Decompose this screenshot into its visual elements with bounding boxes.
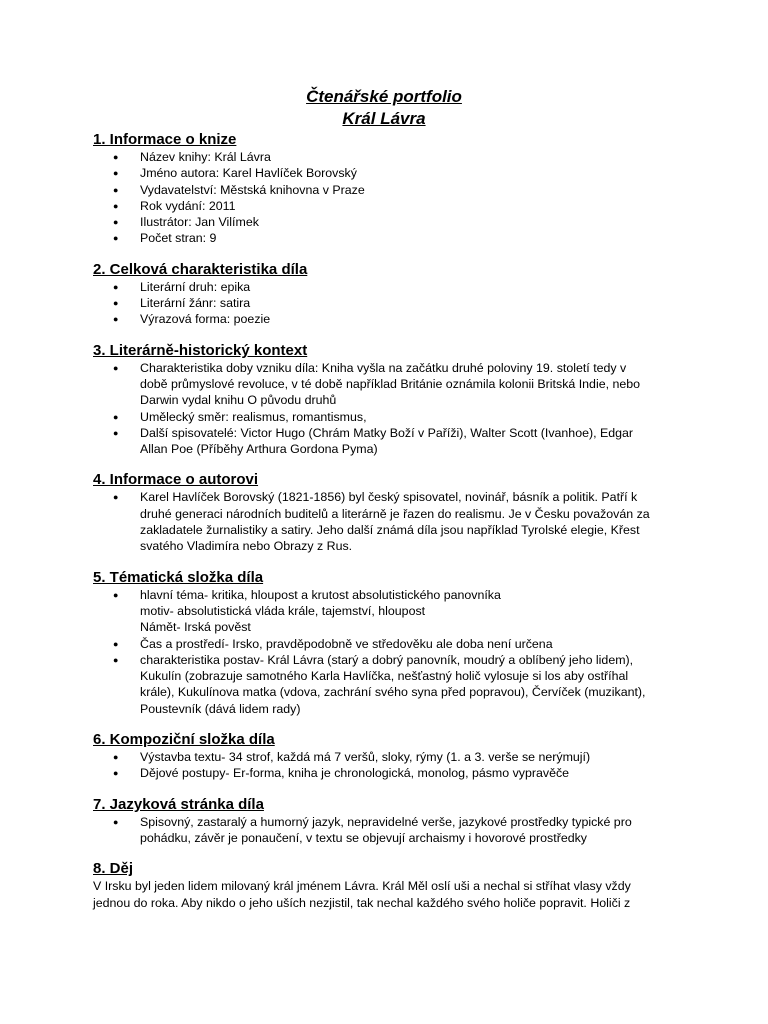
list-item-text: Karel Havlíček Borovský (1821-1856) byl český spisovatel, novinář, básník a politik. Patří k <box>140 490 638 505</box>
list-item <box>113 489 683 554</box>
section-heading: 7. Jazyková stránka díla <box>93 795 264 813</box>
list-item <box>113 409 683 425</box>
list-item <box>113 360 683 409</box>
bullet-list <box>93 279 683 328</box>
bullet-list <box>93 149 683 247</box>
list-item-text: druhé generaci národních buditelů a literárně je řazen do realismu. Je v Česku považován za <box>140 506 650 521</box>
list-item <box>113 279 683 295</box>
bullet-icon: ● <box>113 200 119 211</box>
section-heading: 6. Kompoziční složka díla <box>93 731 275 749</box>
list-item-text: hlavní téma- kritika, hloupost a krutost absolutistického panovníka <box>140 587 501 602</box>
section-heading: 2. Celková charakteristika díla <box>93 260 308 278</box>
bullet-icon: ● <box>113 816 119 827</box>
bullet-icon: ● <box>113 411 119 422</box>
bullet-icon: ● <box>113 589 119 600</box>
list-item-text: Spisovný, zastaralý a humorný jazyk, nepravidelné verše, jazykové prostředky typické pro <box>140 814 632 829</box>
list-item <box>113 198 683 214</box>
list-item-text: Čas a prostředí- Irsko, pravděpodobně ve středověku ale doba není určena <box>140 636 553 651</box>
section-heading: 3. Literárně-historický kontext <box>93 341 308 359</box>
list-item-text: Výstavba textu- 34 strof, každá má 7 veršů, sloky, rýmy (1. a 3. verše se nerýmují) <box>140 750 591 765</box>
bullet-icon: ● <box>113 233 119 244</box>
bullet-icon: ● <box>113 168 119 179</box>
section-7 <box>93 795 683 847</box>
list-item <box>113 295 683 311</box>
section-heading: 4. Informace o autorovi <box>93 471 259 489</box>
list-item-text: Výrazová forma: poezie <box>140 312 271 327</box>
section-heading: 1. Informace o knize <box>93 131 237 148</box>
section-heading: 8. Děj <box>93 860 134 878</box>
list-item <box>113 814 683 847</box>
bullet-icon: ● <box>113 217 119 228</box>
bullet-list <box>93 489 683 554</box>
list-item <box>113 652 683 717</box>
bullet-list <box>93 814 683 847</box>
list-item-text: Ilustrátor: Jan Vilímek <box>140 215 259 230</box>
list-item-text: Charakteristika doby vzniku díla: Kniha vyšla na začátku druhé poloviny 19. století tedy v <box>140 360 627 375</box>
bullet-icon: ● <box>113 427 119 438</box>
bullet-icon: ● <box>113 152 119 162</box>
list-item-text: Umělecký směr: realismus, romantismus, <box>140 409 367 424</box>
list-item-text: Počet stran: 9 <box>140 231 217 246</box>
list-item <box>113 311 683 327</box>
section-4 <box>93 470 683 554</box>
document-subtitle: Král Lávra <box>342 109 426 128</box>
list-item-text: Další spisovatelé: Victor Hugo (Chrám Matky Boží v Paříži), Walter Scott (Ivanhoe), Edgar <box>140 425 634 440</box>
title-block <box>0 86 768 130</box>
list-item-text: Poustevník (dává lidem rady) <box>140 701 301 716</box>
bullet-icon: ● <box>113 492 119 503</box>
list-item <box>113 165 683 181</box>
list-item-text: pohádku, závěr je ponaučení, v textu se objevují archaismy i hovorové prostředky <box>140 830 587 845</box>
section-3 <box>93 341 683 458</box>
bullet-icon: ● <box>113 314 119 325</box>
bullet-list <box>93 360 683 458</box>
bullet-icon: ● <box>113 654 119 665</box>
list-item-text: Allan Poe (Příběhy Arthura Gordona Pyma) <box>140 442 378 457</box>
list-item-text: Jméno autora: Karel Havlíček Borovský <box>140 166 357 181</box>
list-item <box>113 587 683 636</box>
list-item-text: Darwin vydal knihu O původu druhů <box>140 393 337 408</box>
paragraph-line: jednou do roka. Aby nikdo o jeho uších nezjistil, tak nechal každého svého holiče popravit. Holiči z <box>93 895 631 910</box>
paragraph-line: V Irsku byl jeden lidem milovaný král jménem Lávra. Král Měl oslí uši a nechal si stříhat vlasy vždy <box>93 879 631 894</box>
document-content <box>93 130 683 911</box>
bullet-icon: ● <box>113 752 119 763</box>
bullet-icon: ● <box>113 362 119 373</box>
list-item <box>113 636 683 652</box>
section-6 <box>93 730 683 782</box>
section-plot <box>93 859 683 911</box>
section-1 <box>93 130 683 247</box>
list-item <box>113 749 683 765</box>
list-item <box>113 765 683 781</box>
list-item-text: Námět- Irská pověst <box>140 620 251 635</box>
document-title: Čtenářské portfolio <box>306 87 462 106</box>
bullet-icon: ● <box>113 768 119 779</box>
list-item-text: svatého Vladimíra nebo Obrazy z Rus. <box>140 539 353 554</box>
section-2 <box>93 260 683 328</box>
list-item-text: charakteristika postav- Král Lávra (starý a dobrý panovník, moudrý a oblíbený jeho lidem), <box>140 652 634 667</box>
plot-paragraph <box>93 878 668 911</box>
list-item <box>113 214 683 230</box>
section-5 <box>93 568 683 717</box>
bullet-icon: ● <box>113 281 119 292</box>
list-item-text: době průmyslové revoluce, v té době například Británie oznámila kolonii Britská Indie, nebo <box>140 376 641 391</box>
list-item <box>113 425 683 458</box>
list-item-text: motiv- absolutistická vláda krále, tajemství, hloupost <box>140 603 426 618</box>
bullet-icon: ● <box>113 298 119 309</box>
list-item <box>113 149 683 165</box>
list-item-text: Dějové postupy- Er-forma, kniha je chronologická, monolog, pásmo vypravěče <box>140 766 570 781</box>
section-heading: 5. Tématická složka díla <box>93 568 264 586</box>
list-item-text: Literární druh: epika <box>140 279 251 294</box>
list-item <box>113 230 683 246</box>
list-item <box>113 182 683 198</box>
bullet-icon: ● <box>113 184 119 195</box>
list-item-text: Název knihy: Král Lávra <box>140 150 271 164</box>
list-item-text: zakladatele žurnalistiky a satiry. Jeho další známá díla jsou například Tyrolské elegie, Křest <box>140 523 640 538</box>
list-item-text: Kukulín (zobrazuje samotného Karla Havlíčka, nešťastný holič vylosuje si los aby ostříhal <box>140 669 629 684</box>
list-item-text: Vydavatelství: Městská knihovna v Praze <box>140 182 365 197</box>
list-item-text: krále), Kukulínova matka (vdova, zachrání svého syna před popravou), Červíček (muzikant), <box>140 685 646 700</box>
list-item-text: Literární žánr: satira <box>140 296 251 311</box>
bullet-list <box>93 749 683 782</box>
bullet-icon: ● <box>113 638 119 649</box>
bullet-list <box>93 587 683 717</box>
list-item-text: Rok vydání: 2011 <box>140 198 236 213</box>
